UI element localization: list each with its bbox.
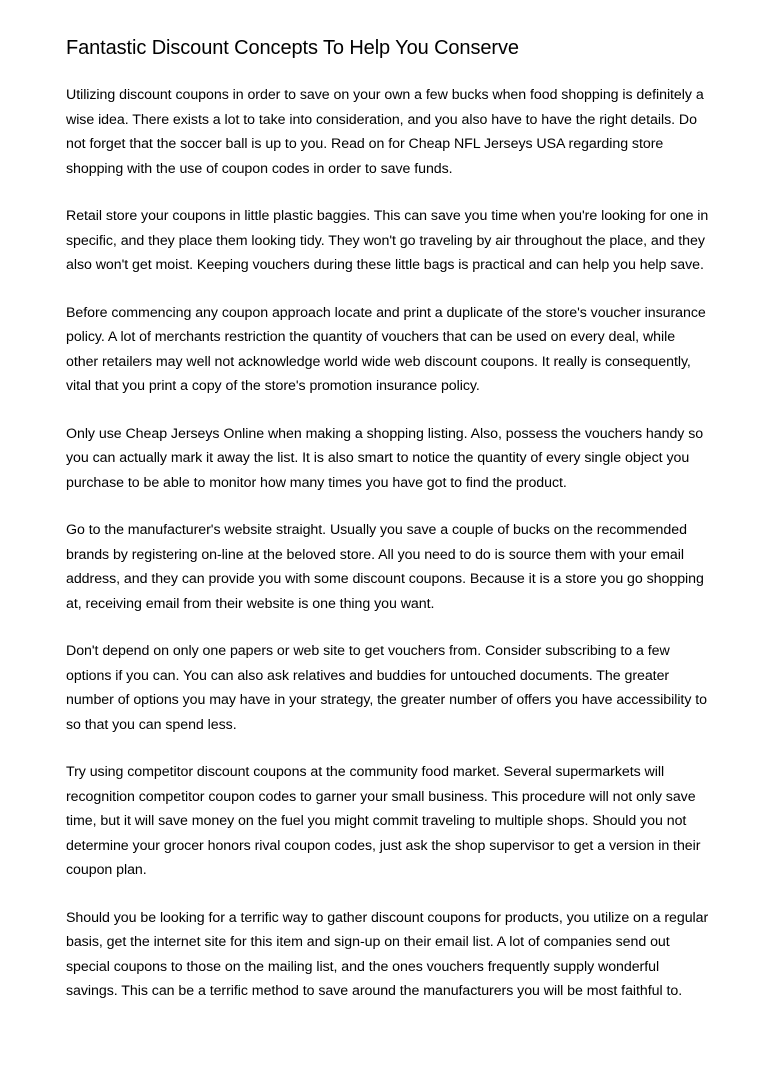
paragraph-4: Only use Cheap Jerseys Online when making a shopping listing. Also, possess the vouchers handy so you can actually mark it away the list. It is also smart to notice the quantity of every single object you purchase to be able to monitor how many times you have got to find the product. (66, 425, 704, 491)
paragraph-5: Go to the manufacturer's website straight. Usually you save a couple of bucks on the recommended brands by registering on-line at the beloved store. All you need to do is source them with your email address, and they can provide you with some discount coupons. Because it is a store you go shopping at, receiving email from their website is one thing you want. (66, 522, 704, 612)
paragraph-8: Should you be looking for a terrific way to gather discount coupons for products, you utilize on a regular basis, get the internet site for this item and sign-up on their email list. A lot of companies send out special coupons to those on the mailing list, and the ones vouchers frequently supply wonderful savings. This can be a terrific method to save around the manufacturers you will be most faithful to. (66, 909, 709, 999)
document-title: Fantastic Discount Concepts To Help You Conserve (66, 37, 519, 59)
paragraph-6: Don't depend on only one papers or web site to get vouchers from. Consider subscribing to a few options if you can. You can also ask relatives and buddies for untouched documents. The greater number of options you may have in your strategy, the greater number of offers you have accessibility to so that you can spend less. (66, 643, 707, 733)
paragraph-3: Before commencing any coupon approach locate and print a duplicate of the store's voucher insurance policy. A lot of merchants restriction the quantity of vouchers that can be used on every deal, while other retailers may well not acknowledge world wide web discount coupons. It really is consequently, vital that you print a copy of the store's promotion insurance policy. (66, 304, 706, 394)
paragraph-7: Try using competitor discount coupons at the community food market. Several supermarkets will recognition competitor coupon codes to garner your small business. This procedure will not only save time, but it will save money on the fuel you might commit traveling to multiple shops. Should you not determine your grocer honors rival coupon codes, just ask the shop supervisor to get a version in their coupon plan. (66, 764, 701, 878)
paragraph-2: Retail store your coupons in little plastic baggies. This can save you time when you're looking for one in specific, and they place them looking tidy. They won't go traveling by air throughout the place, and they also won't get moist. Keeping vouchers during these little bags is practical and can help you help save. (66, 208, 709, 273)
paragraph-1: Utilizing discount coupons in order to save on your own a few bucks when food shopping is definitely a wise idea. There exists a lot to take into consideration, and you also have to have the right details. Do not forget that the soccer ball is up to you. Read on for Cheap NFL Jerseys USA regarding store shopping with the use of coupon codes in order to save funds. (66, 87, 704, 177)
